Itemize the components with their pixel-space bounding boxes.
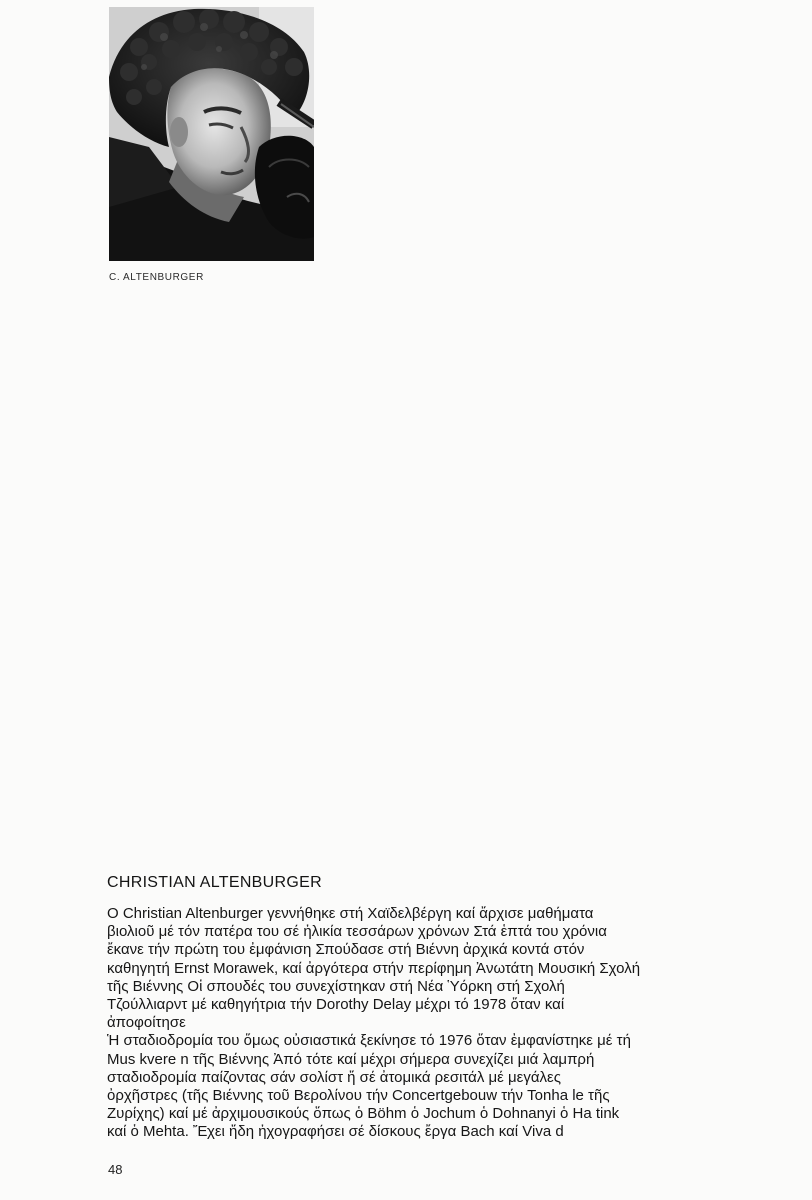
body-line: ἔκανε τήν πρώτη του ἐμφάνιση Σπούδασε στή Βιέννη ἀρχικά κοντά στόν [107,941,585,959]
body-line: ὀρχῆστρες (τῆς Βιέννης τοῦ Βερολίνου τήν Concertgebouw τήν Tonha le τῆς [107,1087,610,1105]
body-line: καθηγητή Ernst Morawek, καί ἀργότερα στήν περίφημη Ἀνωτάτη Μουσική Σχολή [107,959,641,977]
photo-caption: C. ALTENBURGER [109,272,204,283]
portrait-photo [109,7,314,261]
body-line: Τζούλλιαρντ μέ καθηγήτρια τήν Dorothy Delay μέχρι τό 1978 ὅταν καί [107,996,565,1014]
page-number: 48 [108,1162,123,1177]
body-line: σταδιοδρομία παίζοντας σάν σολίστ ἤ σέ ἀτομικά ρεσιτάλ μέ μεγάλες [107,1068,561,1086]
article-body [107,905,767,1142]
body-line: τῆς Βιέννης Οἱ σπουδές του συνεχίστηκαν στή Νέα Ὑόρκη στή Σχολή [107,977,565,995]
article-heading: CHRISTIAN ALTENBURGER [107,874,322,891]
body-line: Ο Christian Altenburger γεννήθηκε στή Χαϊδελβέργη καί ἄρχισε μαθήματα [107,905,594,922]
body-line: καί ὁ Mehta. Ἔχει ἤδη ἠχογραφήσει σέ δίσκους ἔργα Bach καί Viva d [107,1123,564,1141]
body-line: ἀποφοίτησε [107,1014,186,1032]
body-line: βιολιοῦ μέ τόν πατέρα του σέ ἡλικία τεσσάρων χρόνων Στά ἑπτά του χρόνια [107,923,607,941]
body-line: Mus kvere n τῆς Βιέννης Ἀπό τότε καί μέχρι σήμερα συνεχίζει μιά λαμπρή [107,1050,595,1068]
body-line: Ζυρίχης) καί μέ ἀρχιμουσικούς ὅπως ὁ Böhm ὁ Jochum ὁ Dohnanyi ὁ Ha tink [107,1105,620,1123]
body-line: Ἡ σταδιοδρομία του ὅμως οὐσιαστικά ξεκίνησε τό 1976 ὅταν ἐμφανίστηκε μέ τή [107,1032,631,1050]
